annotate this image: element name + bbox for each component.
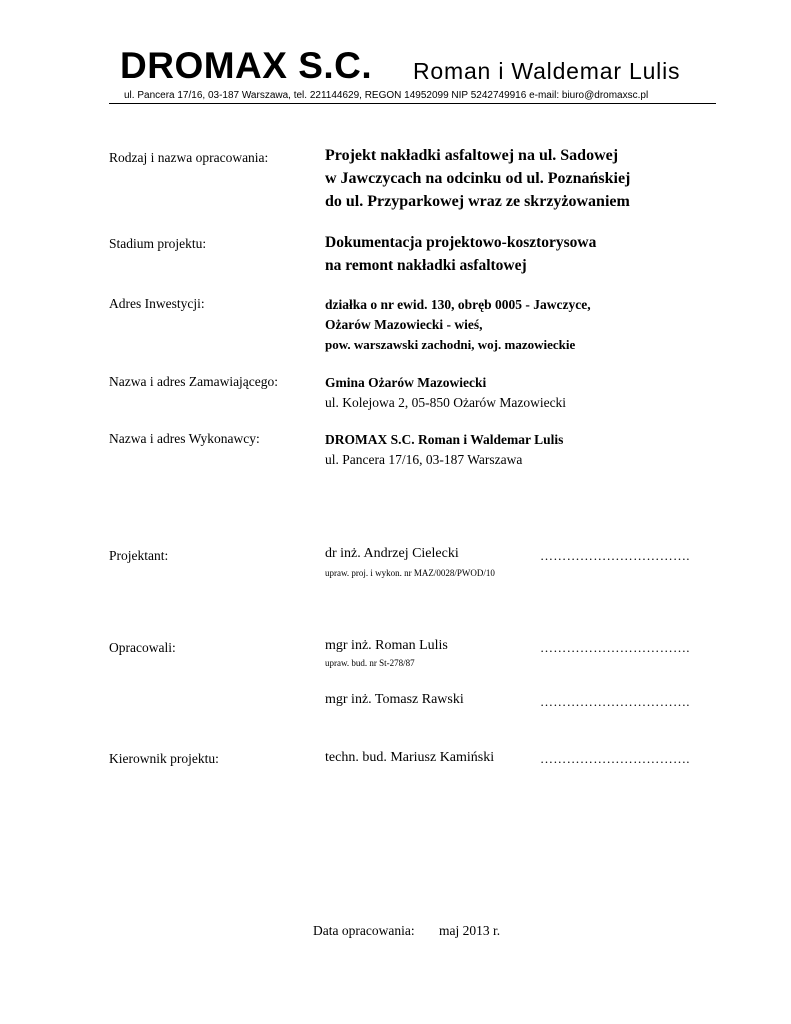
label-projektant: Projektant: (109, 548, 169, 563)
projektant-name: dr inż. Andrzej Cielecki (325, 546, 459, 561)
opracowali-license-1: upraw. bud. nr St-278/87 (325, 658, 415, 668)
opracowali-person-1: mgr inż. Roman Lulis (325, 638, 448, 653)
zamawiajacy-name: Gmina Ożarów Mazowiecki (325, 375, 487, 390)
opracowali-person-2: mgr inż. Tomasz Rawski (325, 692, 464, 707)
label-stadium: Stadium projektu: (109, 236, 207, 251)
company-name: DROMAX S.C. (120, 45, 373, 86)
kierownik-name: techn. bud. Mariusz Kamiński (325, 750, 495, 765)
adres-line-3: pow. warszawski zachodni, woj. mazowieckie (325, 337, 576, 352)
rodzaj-line-2: w Jawczycach na odcinku od ul. Poznańskiej (325, 170, 631, 187)
stadium-line-2: na remont nakładki asfaltowej (325, 257, 527, 274)
date-label: Data opracowania: (313, 923, 415, 938)
rodzaj-line-3: do ul. Przyparkowej wraz ze skrzyżowaniem (325, 193, 630, 210)
projektant-license: upraw. proj. i wykon. nr MAZ/0028/PWOD/10 (325, 568, 495, 578)
rodzaj-line-1: Projekt nakładki asfaltowej na ul. Sadowej (325, 147, 619, 164)
opracowali-signature-line-1: ……………………………. (540, 640, 690, 655)
label-zamawiajacy: Nazwa i adres Zamawiającego: (109, 374, 279, 389)
label-wykonawca: Nazwa i adres Wykonawcy: (109, 431, 260, 446)
stadium-line-1: Dokumentacja projektowo-kosztorysowa (325, 234, 597, 251)
header-divider (109, 103, 716, 104)
company-owners: Roman i Waldemar Lulis (413, 58, 681, 84)
kierownik-signature-line: ……………………………. (540, 751, 690, 766)
projektant-signature-line: ……………………………. (540, 548, 690, 563)
adres-line-1: działka o nr ewid. 130, obręb 0005 - Jawczyce, (325, 297, 591, 312)
adres-line-2: Ożarów Mazowiecki - wieś, (325, 317, 483, 332)
date-value: maj 2013 r. (439, 923, 501, 938)
wykonawca-name: DROMAX S.C. Roman i Waldemar Lulis (325, 432, 564, 447)
company-contact: ul. Pancera 17/16, 03-187 Warszawa, tel. 221144629, REGON 14952099 NIP 5242749916 e-mail: biuro@dromaxsc.pl (124, 90, 649, 101)
label-rodzaj: Rodzaj i nazwa opracowania: (109, 150, 269, 165)
label-kierownik: Kierownik projektu: (109, 751, 219, 766)
label-adres: Adres Inwestycji: (109, 296, 205, 311)
zamawiajacy-address: ul. Kolejowa 2, 05-850 Ożarów Mazowiecki (325, 395, 567, 410)
label-opracowali: Opracowali: (109, 640, 176, 655)
opracowali-signature-line-2: ……………………………. (540, 694, 690, 709)
wykonawca-address: ul. Pancera 17/16, 03-187 Warszawa (325, 452, 523, 467)
